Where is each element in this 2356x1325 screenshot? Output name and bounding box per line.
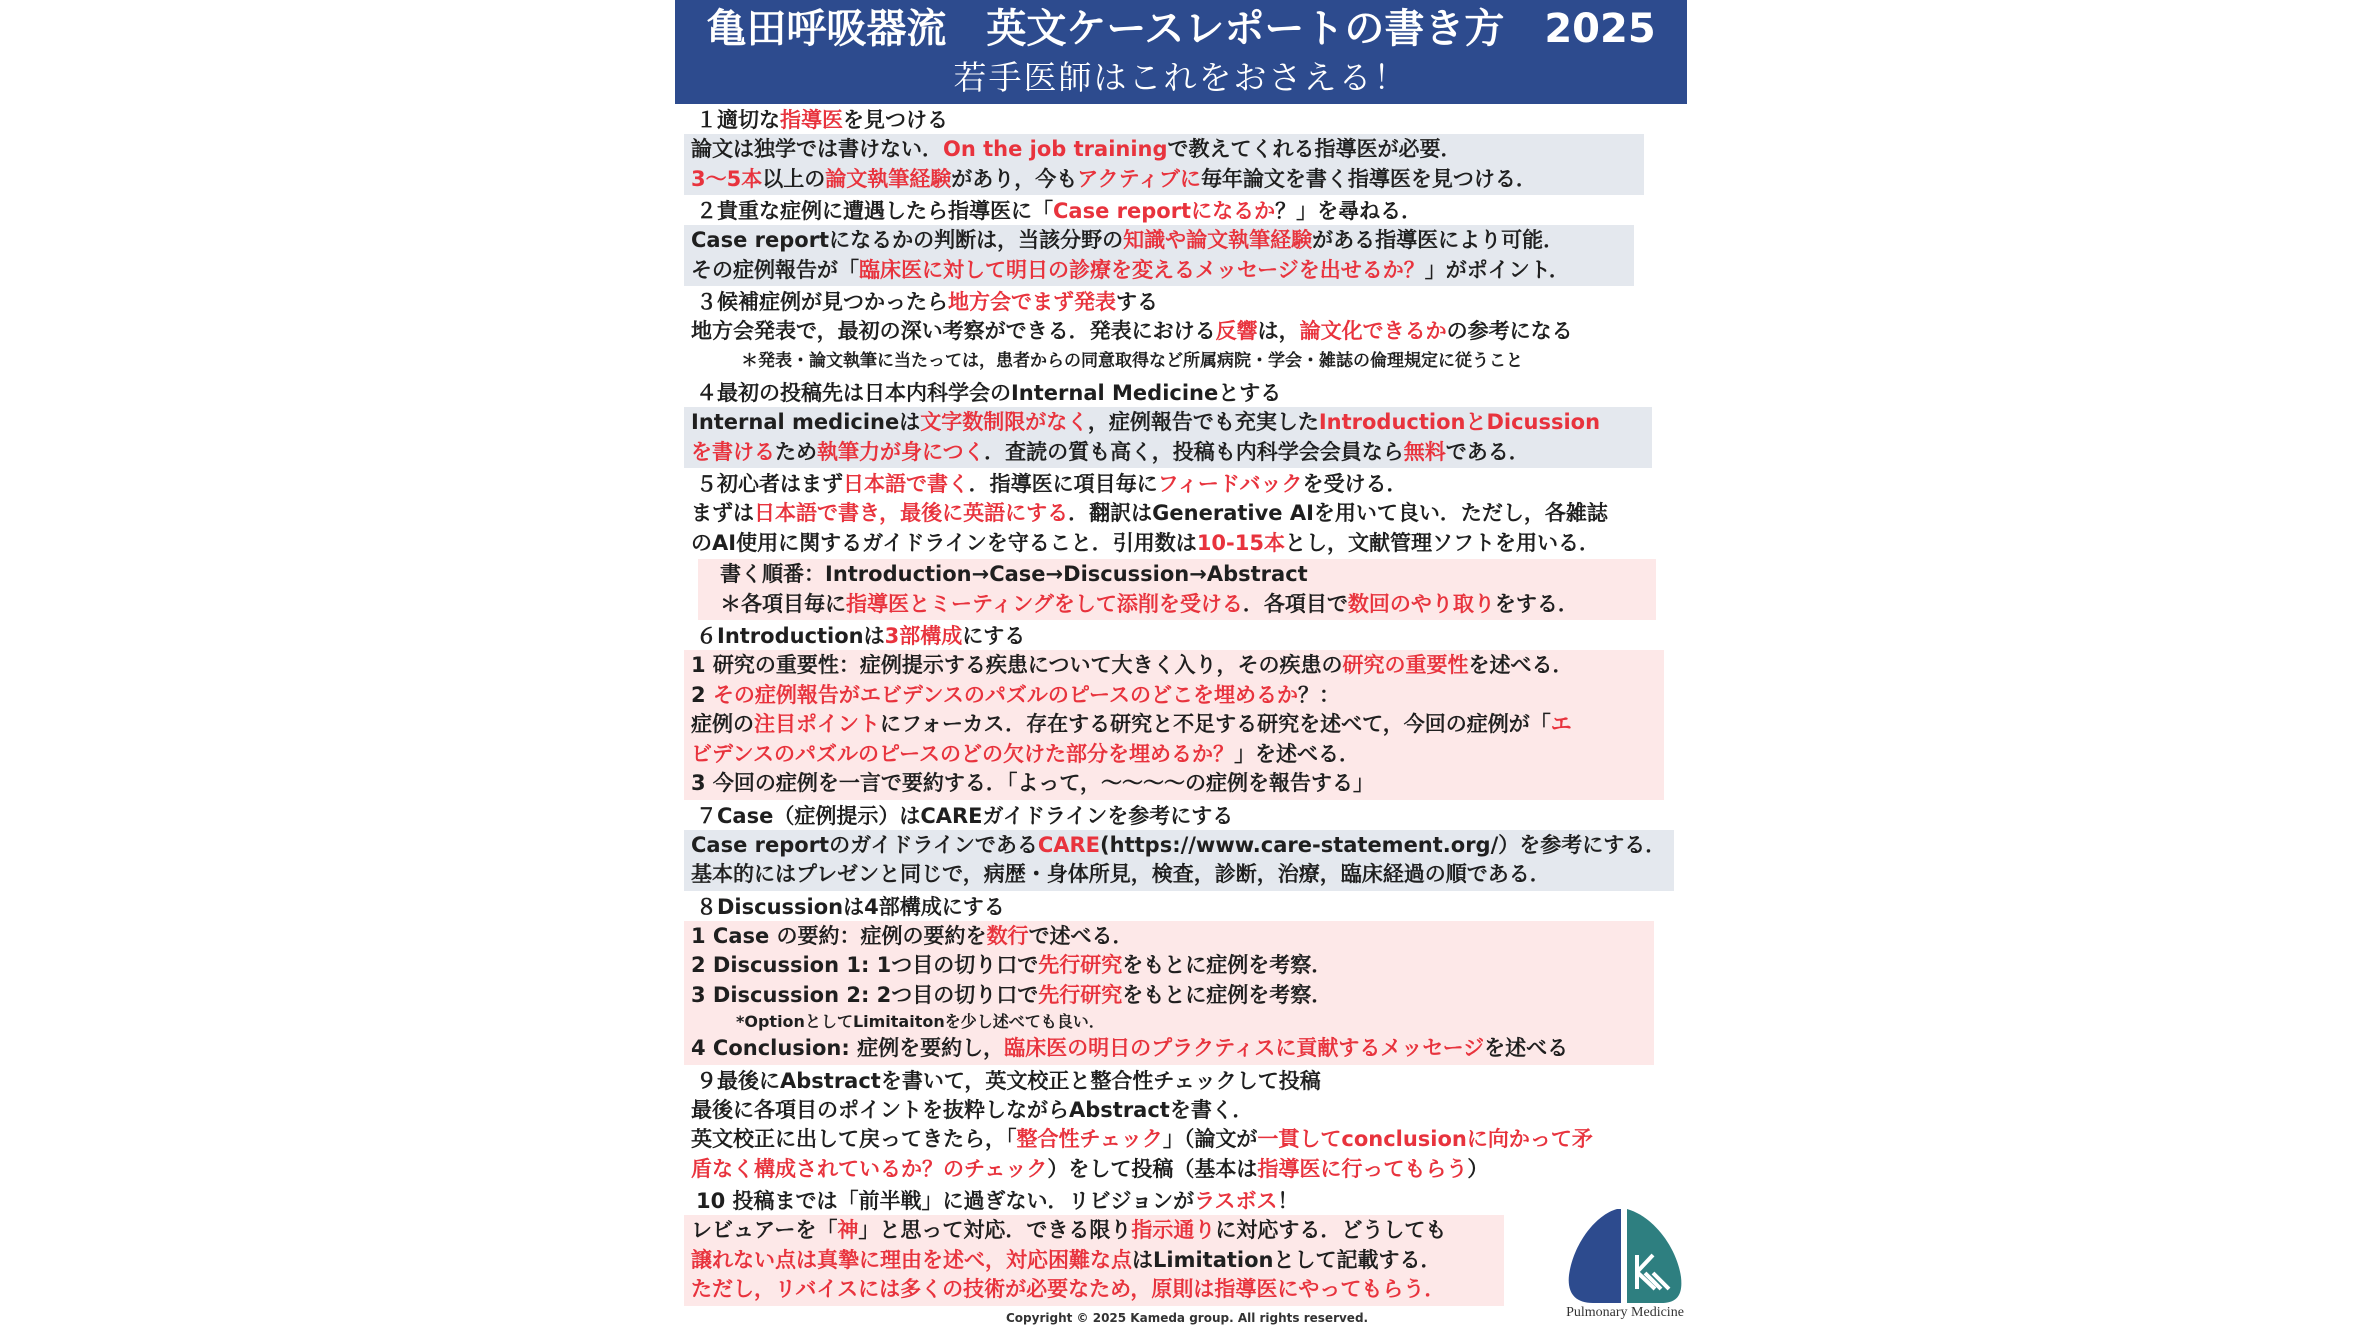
text-segment: ．各項目で (1242, 591, 1348, 616)
text-segment: 」（論文が (1162, 1127, 1258, 1151)
highlighted-text: 先行研究 (1038, 982, 1123, 1007)
section-heading (676, 1067, 1696, 1095)
body-line (691, 831, 1666, 861)
content-area (676, 104, 1696, 1306)
section-body (684, 316, 1679, 377)
section-heading (676, 893, 1696, 921)
text-segment: は， (1257, 319, 1300, 343)
highlighted-text: 論文化できるか (1299, 319, 1447, 343)
highlighted-text: 譲れない点は真摯に理由を述べ，対応困難な点 (691, 1247, 1132, 1272)
highlighted-text: 一貫してconclusionに向かって矛 (1257, 1127, 1593, 1151)
highlighted-text: 論文執筆経験 (825, 166, 952, 191)
text-segment: ９最後にAbstractを書いて，英文校正と整合性チェックして投稿 (696, 1068, 1321, 1093)
highlighted-text: ラスボス (1194, 1189, 1278, 1213)
page-title: 亀田呼吸器流 英文ケースレポートの書き方 2025 (706, 6, 1656, 52)
text-segment: *OptionとしてLimitaitonを少し述べても良い． (736, 1012, 1105, 1031)
text-segment: ．翻訳はGenerative AIを用いて良い．ただし，各雑誌 (1068, 501, 1608, 525)
section-body (684, 407, 1652, 468)
copyright-notice: Copyright © 2025 Kameda group. All rights reserved. (1006, 1311, 1369, 1325)
text-segment: ３候補症例が見つかったら (696, 290, 948, 314)
text-segment: その症例報告が「 (691, 257, 859, 282)
body-line (691, 1275, 1496, 1305)
text-segment: 最後に各項目のポイントを抜粋しながらAbstractを書く． (691, 1097, 1254, 1122)
text-segment: があり，今も (951, 166, 1078, 191)
section-1 (676, 106, 1696, 195)
kameda-logo (1560, 1205, 1690, 1325)
body-line (691, 681, 1656, 711)
text-segment: Case reportのガイドラインである (691, 832, 1038, 857)
text-segment: ！ (1277, 1189, 1299, 1213)
note-line (691, 347, 1671, 377)
section-3 (676, 288, 1696, 377)
highlighted-text: 神 (837, 1218, 859, 1242)
text-segment: ため (775, 439, 817, 464)
text-segment: 3 今回の症例を一言で要約する．「よって，〜〜〜〜の症例を報告する」 (691, 771, 1374, 795)
text-segment: 3 Discussion 2: 2つ目の切り口で (691, 982, 1039, 1007)
highlighted-text: 臨床医に対して明日の診療を変えるメッセージを出せるか？ (859, 257, 1425, 282)
page-subtitle: 若手医師はこれをおさえる！ (953, 58, 1409, 97)
text-segment: 1 研究の重要性：症例提示する疾患について大きく入り，その疾患の (691, 653, 1343, 677)
highlighted-text: 文字数制限がなく (920, 410, 1088, 434)
text-segment: を見つける (843, 108, 948, 132)
highlighted-text: ビデンスのパズルのピースのどの欠けた部分を埋めるか？ (691, 741, 1235, 766)
text-segment: まずは (691, 501, 754, 525)
highlighted-text: エ (1550, 712, 1572, 736)
section-8 (676, 893, 1696, 1065)
highlighted-text: を書ける (691, 439, 775, 464)
writing-order-box (698, 559, 1656, 620)
section-body (684, 830, 1674, 891)
section-heading (676, 197, 1696, 225)
body-line (691, 1034, 1646, 1064)
text-segment: を受ける． (1302, 472, 1408, 496)
text-segment: である． (1445, 439, 1530, 464)
section-body (684, 921, 1654, 1065)
text-segment: ） (1467, 1156, 1489, 1181)
text-segment: 」がポイント． (1424, 257, 1570, 282)
header-banner (675, 0, 1687, 104)
text-segment: ８Discussionは4部構成にする (696, 894, 1005, 919)
body-line (691, 740, 1656, 770)
text-segment: 以上の (762, 166, 826, 191)
text-segment: で教えてくれる指導医が必要． (1167, 137, 1462, 161)
section-9 (676, 1067, 1696, 1186)
text-segment: ）をして投稿（基本は (1047, 1156, 1258, 1181)
section-4 (676, 379, 1696, 468)
section-heading (676, 106, 1696, 134)
text-segment: Internal medicineは (691, 410, 921, 434)
section-body (684, 1095, 1679, 1186)
highlighted-text: 盾なく構成されているか？のチェック (691, 1156, 1048, 1181)
text-segment: Case reportになるかの判断は，当該分野の (691, 228, 1124, 252)
body-line (720, 560, 1648, 590)
text-segment: １適切な (696, 108, 780, 132)
text-segment: 10 投稿までは「前半戦」に過ぎない．リビジョンが (696, 1189, 1195, 1213)
section-heading (676, 1187, 1696, 1215)
body-line (720, 590, 1648, 620)
highlighted-text: On the job training (943, 137, 1168, 161)
text-segment: をもとに症例を考察． (1122, 982, 1333, 1007)
text-segment: ２貴重な症例に遭遇したら指導医に「 (696, 199, 1053, 223)
body-line (691, 769, 1656, 799)
section-body (684, 134, 1644, 195)
text-segment: をする． (1494, 591, 1579, 616)
highlighted-text: ただし，リバイスには多くの技術が必要なため，原則は指導医にやってもらう． (691, 1277, 1446, 1301)
section-6 (676, 622, 1696, 800)
section-body (684, 1215, 1504, 1306)
text-segment: を述べる． (1468, 653, 1574, 677)
body-line (691, 1246, 1496, 1276)
text-segment: の参考になる (1446, 319, 1573, 343)
highlighted-text: 3〜5本 (691, 166, 763, 191)
highlighted-text: 指示通り (1131, 1218, 1216, 1242)
section-heading (676, 622, 1696, 650)
text-segment: とし，文献管理ソフトを用いる． (1284, 530, 1600, 555)
highlighted-text: 日本語で書く (843, 472, 969, 496)
highlighted-text: 10-15本 (1196, 530, 1285, 555)
highlighted-text: 数行 (986, 923, 1029, 948)
body-line (691, 408, 1644, 438)
text-segment: にフォーカス．存在する研究と不足する研究を述べて，今回の症例が「 (880, 712, 1551, 736)
body-line (691, 922, 1646, 952)
highlighted-text: 指導医 (780, 108, 843, 132)
section-body (684, 225, 1634, 286)
highlighted-text: 地方会でまず発表 (948, 290, 1116, 314)
text-segment: ．査読の質も高く，投稿も内科学会会員なら (984, 439, 1404, 464)
text-segment: ４最初の投稿先は日本内科学会のInternal Medicineとする (696, 381, 1282, 405)
highlighted-text: 指導医とミーティングをして添削を受ける (846, 591, 1243, 616)
body-line (691, 860, 1666, 890)
highlighted-text: アクティブに (1077, 166, 1201, 191)
body-line (691, 438, 1644, 468)
section-body (684, 498, 1679, 559)
text-segment: 英文校正に出して戻ってきたら，「 (691, 1127, 1017, 1151)
section-5 (676, 470, 1696, 620)
highlighted-text: 数回のやり取り (1347, 591, 1495, 616)
logo-caption: Pulmonary Medicine (1566, 1305, 1684, 1320)
text-segment: 」を述べる． (1234, 741, 1361, 766)
body-line (691, 135, 1636, 165)
highlighted-text: 知識や論文執筆経験 (1123, 228, 1313, 252)
text-segment: を述べる (1484, 1036, 1569, 1060)
body-line (691, 529, 1671, 559)
body-line (691, 1155, 1671, 1185)
highlighted-text: 日本語で書き，最後に英語にする (754, 501, 1069, 525)
text-segment: ５初心者はまず (696, 472, 843, 496)
section-10 (676, 1187, 1696, 1306)
lung-logo-icon (1565, 1205, 1685, 1305)
highlighted-text: 執筆力が身につく (817, 439, 985, 464)
highlighted-text: 整合性チェック (1016, 1127, 1163, 1151)
text-segment: ？」を尋ねる． (1275, 199, 1423, 223)
section-7 (676, 802, 1696, 891)
highlighted-text: IntroductionとDicussion (1318, 410, 1601, 434)
highlighted-text: 反響 (1215, 319, 1258, 343)
section-body (684, 650, 1664, 800)
text-segment: 症例の (691, 712, 754, 736)
note-line (691, 1010, 1646, 1034)
text-segment: (https://www.care-statement.org/）を参考にする． (1100, 832, 1667, 857)
text-segment: 4 Conclusion: 症例を要約し， (691, 1036, 1005, 1060)
text-segment: ＊発表・論文執筆に当たっては，患者からの同意取得など所属病院・学会・雑誌の倫理規定に従うこと (741, 350, 1523, 371)
highlighted-text: フィードバック (1157, 472, 1303, 496)
section-2 (676, 197, 1696, 286)
highlighted-text: 指導医に行ってもらう (1257, 1156, 1468, 1181)
text-segment: に対応する．どうしても (1215, 1218, 1447, 1242)
text-segment: のAI使用に関するガイドラインを守ること．引用数は (691, 530, 1197, 555)
body-line (691, 317, 1671, 347)
body-line (691, 256, 1626, 286)
text-segment: をもとに症例を考察． (1122, 953, 1333, 977)
body-line (691, 226, 1626, 256)
text-segment: 毎年論文を書く指導医を見つける． (1200, 166, 1537, 191)
highlighted-text: 3部構成 (884, 624, 963, 648)
text-segment: 論文は独学では書けない． (691, 137, 943, 161)
text-segment: で述べる． (1028, 923, 1134, 948)
text-segment: 基本的にはプレゼンと同じで，病歴・身体所見，検査，診断，治療，臨床経過の順である． (691, 862, 1551, 886)
section-heading (676, 470, 1696, 498)
body-line (691, 499, 1671, 529)
text-segment: 書く順番：Introduction→Case→Discussion→Abstract (720, 562, 1308, 586)
text-segment: ７Case（症例提示）はCAREガイドラインを参考にする (696, 803, 1234, 828)
highlighted-text: Case reportになるか (1053, 199, 1276, 223)
text-segment: する (1116, 290, 1158, 314)
body-line (691, 981, 1646, 1011)
text-segment: 2 Discussion 1: 1つ目の切り口で (691, 953, 1039, 977)
body-line (691, 1216, 1496, 1246)
text-segment: ？： (1298, 682, 1340, 707)
highlighted-text: CARE (1037, 832, 1101, 857)
highlighted-text: その症例報告がエビデンスのパズルのピースのどこを埋めるか (712, 682, 1298, 707)
highlighted-text: 研究の重要性 (1342, 653, 1469, 677)
text-segment: がある指導医により可能． (1312, 228, 1565, 252)
body-line (691, 165, 1636, 195)
section-heading (676, 802, 1696, 830)
section-heading (676, 288, 1696, 316)
highlighted-text: 注目ポイント (754, 712, 880, 736)
highlighted-text: 無料 (1403, 439, 1446, 464)
body-line (691, 951, 1646, 981)
body-line (691, 1125, 1671, 1155)
body-line (691, 1096, 1671, 1126)
text-segment: 」と思って対応．できる限り (858, 1218, 1132, 1242)
body-line (691, 651, 1656, 681)
text-segment: 地方会発表で，最初の深い考察ができる．発表における (691, 319, 1216, 343)
highlighted-text: 先行研究 (1038, 953, 1123, 977)
text-segment: 1 Case の要約：症例の要約を (691, 923, 987, 948)
text-segment: レビュアーを「 (691, 1218, 838, 1242)
text-segment: ＊各項目毎に (720, 591, 846, 616)
body-line (691, 710, 1656, 740)
text-segment: ，症例報告でも充実した (1087, 410, 1319, 434)
text-segment: にする (962, 624, 1026, 648)
text-segment: ．指導医に項目毎に (968, 472, 1158, 496)
text-segment: ６Introductionは (696, 624, 885, 648)
text-segment: 2 (691, 682, 713, 707)
highlighted-text: 臨床医の明日のプラクティスに貢献するメッセージ (1004, 1036, 1485, 1060)
text-segment: はLimitationとして記載する． (1132, 1247, 1442, 1272)
section-heading (676, 379, 1696, 407)
